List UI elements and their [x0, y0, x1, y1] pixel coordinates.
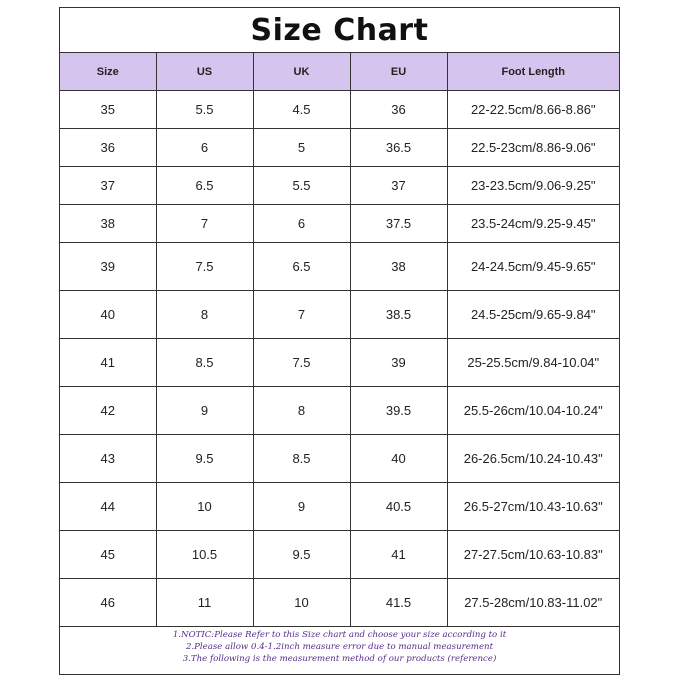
cell-us: 8.5 — [156, 339, 253, 387]
size-table — [60, 53, 619, 627]
header-us: US — [156, 53, 253, 91]
cell-us: 7.5 — [156, 243, 253, 291]
cell-uk: 6.5 — [253, 243, 350, 291]
cell-foot-length: 22-22.5cm/8.66-8.86" — [447, 91, 619, 129]
cell-eu: 37.5 — [350, 205, 447, 243]
cell-uk: 8 — [253, 387, 350, 435]
header-uk: UK — [253, 53, 350, 91]
table-row — [60, 531, 619, 579]
cell-size: 37 — [60, 167, 156, 205]
table-row — [60, 339, 619, 387]
cell-size: 40 — [60, 291, 156, 339]
table-row — [60, 387, 619, 435]
cell-us: 6.5 — [156, 167, 253, 205]
cell-eu: 39.5 — [350, 387, 447, 435]
cell-us: 9 — [156, 387, 253, 435]
cell-uk: 4.5 — [253, 91, 350, 129]
cell-foot-length: 24-24.5cm/9.45-9.65" — [447, 243, 619, 291]
cell-foot-length: 26-26.5cm/10.24-10.43" — [447, 435, 619, 483]
cell-eu: 39 — [350, 339, 447, 387]
cell-us: 7 — [156, 205, 253, 243]
chart-title: Size Chart — [60, 8, 619, 53]
table-row — [60, 483, 619, 531]
cell-foot-length: 27.5-28cm/10.83-11.02" — [447, 579, 619, 627]
cell-us: 8 — [156, 291, 253, 339]
header-row — [60, 53, 619, 91]
cell-eu: 40 — [350, 435, 447, 483]
table-row — [60, 243, 619, 291]
cell-size: 38 — [60, 205, 156, 243]
cell-uk: 9 — [253, 483, 350, 531]
table-row — [60, 129, 619, 167]
cell-us: 6 — [156, 129, 253, 167]
cell-foot-length: 23-23.5cm/9.06-9.25" — [447, 167, 619, 205]
table-row — [60, 291, 619, 339]
cell-uk: 5.5 — [253, 167, 350, 205]
cell-us: 11 — [156, 579, 253, 627]
table-row — [60, 167, 619, 205]
cell-foot-length: 27-27.5cm/10.63-10.83" — [447, 531, 619, 579]
cell-eu: 38.5 — [350, 291, 447, 339]
cell-us: 10.5 — [156, 531, 253, 579]
table-row — [60, 435, 619, 483]
note-line: 2.Please allow 0.4-1.2inch measure error due to manual measurement — [185, 642, 494, 652]
cell-eu: 40.5 — [350, 483, 447, 531]
note-line: 1.NOTIC:Please Refer to this Size chart and choose your size according to it — [172, 630, 507, 640]
cell-uk: 5 — [253, 129, 350, 167]
cell-us: 10 — [156, 483, 253, 531]
cell-size: 42 — [60, 387, 156, 435]
cell-uk: 8.5 — [253, 435, 350, 483]
cell-size: 41 — [60, 339, 156, 387]
cell-uk: 7.5 — [253, 339, 350, 387]
cell-foot-length: 22.5-23cm/8.86-9.06" — [447, 129, 619, 167]
cell-eu: 41 — [350, 531, 447, 579]
cell-size: 36 — [60, 129, 156, 167]
cell-uk: 6 — [253, 205, 350, 243]
cell-uk: 9.5 — [253, 531, 350, 579]
cell-eu: 38 — [350, 243, 447, 291]
cell-size: 43 — [60, 435, 156, 483]
cell-us: 9.5 — [156, 435, 253, 483]
cell-uk: 7 — [253, 291, 350, 339]
cell-foot-length: 26.5-27cm/10.43-10.63" — [447, 483, 619, 531]
cell-foot-length: 25-25.5cm/9.84-10.04" — [447, 339, 619, 387]
header-size: Size — [60, 53, 156, 91]
cell-size: 46 — [60, 579, 156, 627]
table-row — [60, 579, 619, 627]
table-row — [60, 205, 619, 243]
header-foot-length: Foot Length — [447, 53, 619, 91]
size-chart — [59, 7, 620, 675]
cell-eu: 37 — [350, 167, 447, 205]
cell-foot-length: 23.5-24cm/9.25-9.45" — [447, 205, 619, 243]
cell-foot-length: 24.5-25cm/9.65-9.84" — [447, 291, 619, 339]
cell-size: 44 — [60, 483, 156, 531]
cell-size: 39 — [60, 243, 156, 291]
table-row — [60, 91, 619, 129]
cell-eu: 41.5 — [350, 579, 447, 627]
measurement-notes — [60, 627, 619, 665]
cell-uk: 10 — [253, 579, 350, 627]
note-line: 3.The following is the measurement method of our products (reference) — [182, 654, 497, 664]
cell-eu: 36 — [350, 91, 447, 129]
cell-size: 45 — [60, 531, 156, 579]
header-eu: EU — [350, 53, 447, 91]
cell-foot-length: 25.5-26cm/10.04-10.24" — [447, 387, 619, 435]
cell-us: 5.5 — [156, 91, 253, 129]
cell-eu: 36.5 — [350, 129, 447, 167]
cell-size: 35 — [60, 91, 156, 129]
